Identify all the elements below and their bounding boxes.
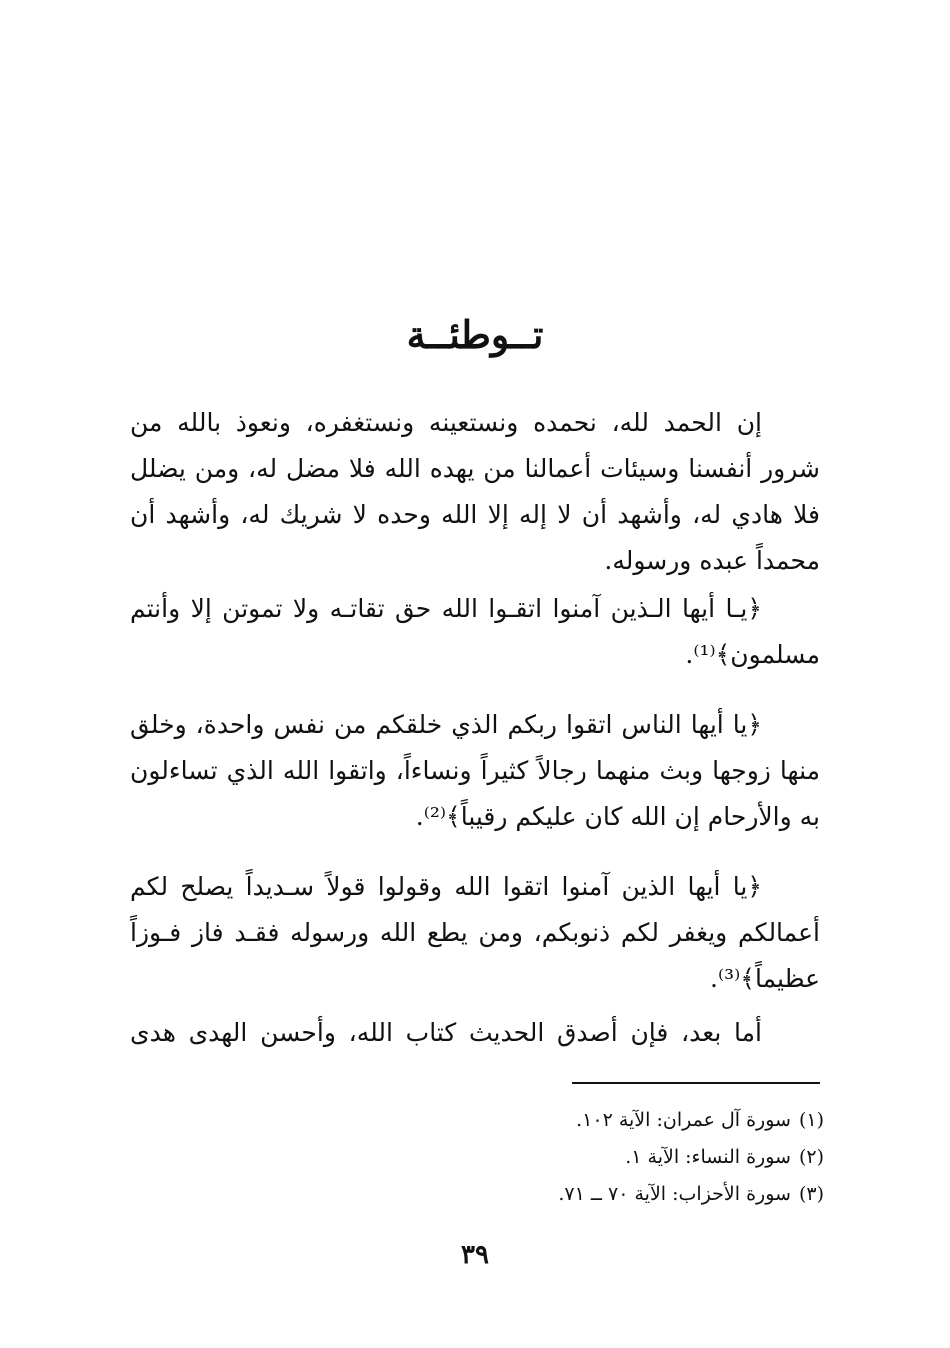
footnote-text: سورة النساء: الآية ١.: [625, 1146, 791, 1168]
footnote-number: (٣): [798, 1183, 824, 1205]
paragraph-verse-1: ﴿يـا أيها الـذين آمنوا اتقـوا الله حق تقاتـه ولا تموتن إلا وأنتم مسلمون﴾⁽¹⁾.: [130, 594, 820, 669]
footnote-item: [324, 1102, 824, 1139]
paragraph-verse-3: ﴿يا أيها الذين آمنوا اتقوا الله وقولوا قولاً سـديداً يصلح لكم أعمالكم ويغفر لكم ذنوبكم، ومن يطع الله ورسوله فقـد فاز فـوزاً عظيماً﴾⁽³⁾.: [130, 872, 820, 993]
paragraph-closing: أما بعد، فإن أصدق الحديث كتاب الله، وأحسن الهدى هدى: [130, 1018, 762, 1047]
paragraph-intro: إن الحمد لله، نحمده ونستعينه ونستغفره، ونعوذ بالله من شرور أنفسنا وسيئات أعمالنا من يهده الله فلا مضل له، ومن يضلل فلا هادي له، وأشهد أن لا إله إلا الله وحده لا شريك له، وأشهد أن محمداً عبده ورسوله.: [130, 408, 820, 575]
footnote-divider: [572, 1082, 820, 1084]
footnote-item: [324, 1139, 824, 1176]
footnote-text: سورة الأحزاب: الآية ٧٠ ــ ٧١.: [558, 1183, 791, 1205]
footnote-number: (٢): [798, 1146, 824, 1168]
footnote-text: سورة آل عمران: الآية ١٠٢.: [576, 1109, 791, 1131]
footnote-number: (١): [798, 1109, 824, 1131]
paragraph-verse-2: ﴿يا أيها الناس اتقوا ربكم الذي خلقكم من نفس واحدة، وخلق منها زوجها وبث منهما رجالاً كثيراً ونساءاً، واتقوا الله الذي تساءلون به والأرحام إن الله كان عليكم رقيباً﴾⁽²⁾.: [130, 710, 820, 831]
page-number: ٣٩: [461, 1240, 489, 1270]
footnote-item: [324, 1176, 824, 1213]
section-title: تــوطئــة: [406, 312, 544, 357]
footnotes-list: [324, 1102, 824, 1213]
